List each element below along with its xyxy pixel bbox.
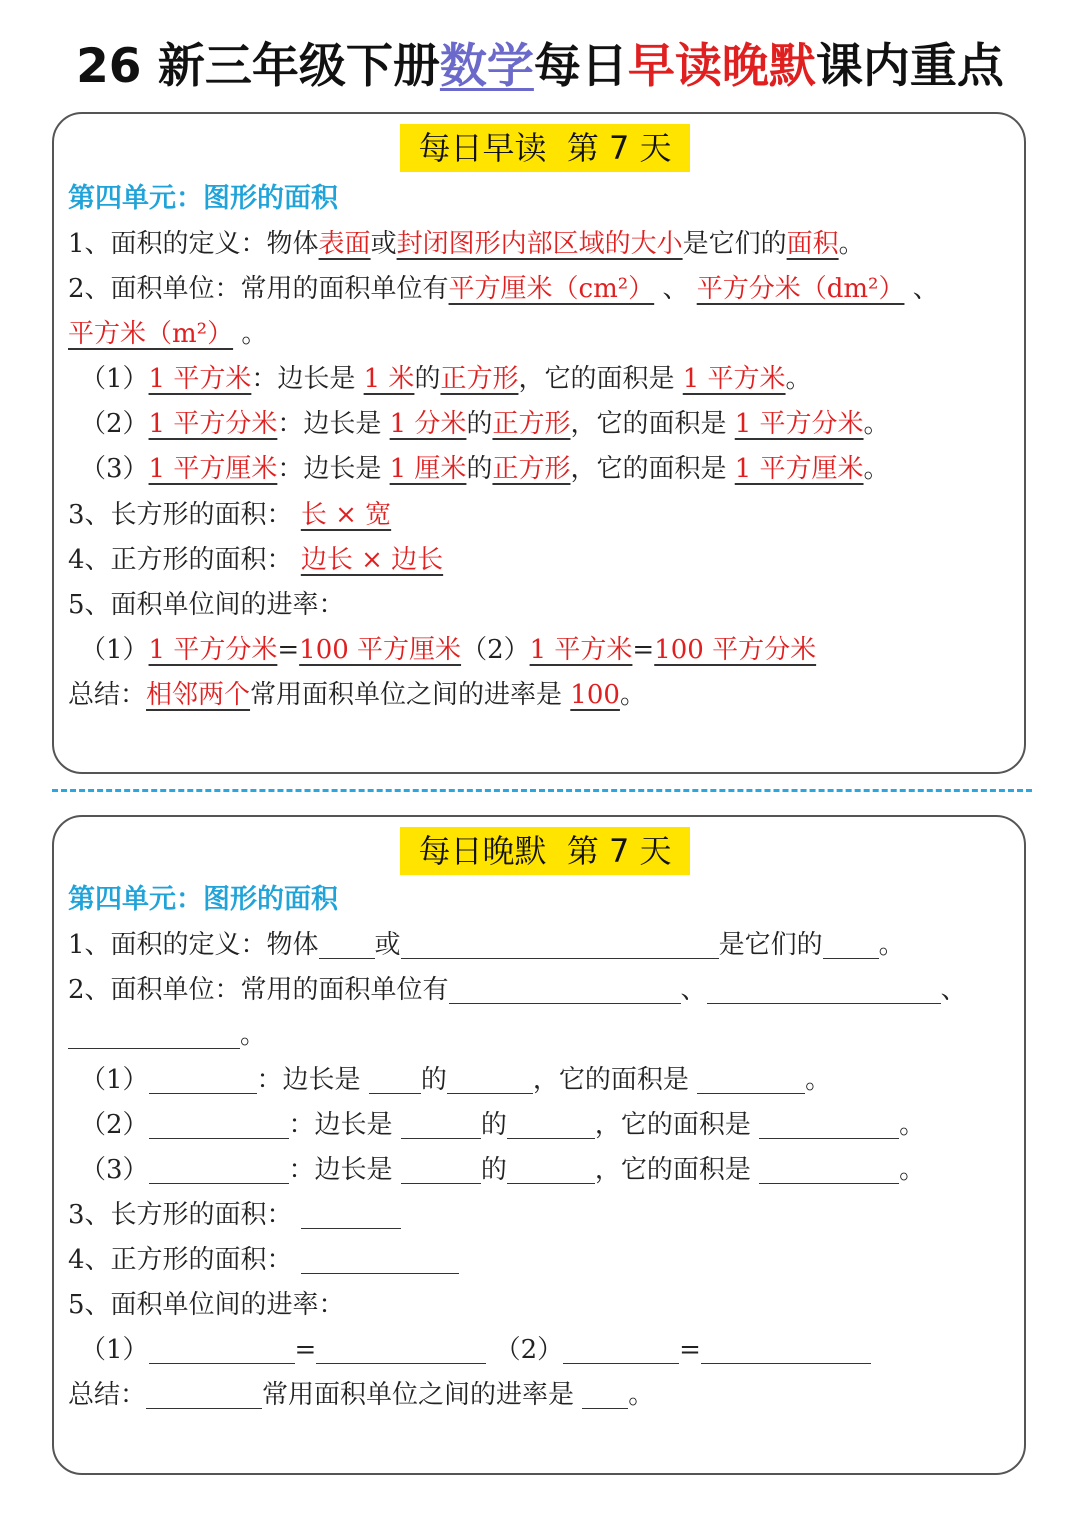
answer-blank[interactable] bbox=[68, 1018, 240, 1049]
answer-blank[interactable] bbox=[507, 1108, 595, 1139]
summary-line: 总结：相邻两个常用面积单位之间的进率是 100。 bbox=[68, 680, 646, 710]
answer-blank[interactable] bbox=[401, 928, 719, 959]
title-subject: 数学 bbox=[439, 39, 534, 94]
answer-blank[interactable] bbox=[149, 1063, 257, 1094]
answer-blank[interactable] bbox=[301, 1198, 401, 1229]
units-line-cont: 。 bbox=[68, 1015, 266, 1055]
answer-blank[interactable] bbox=[149, 1108, 289, 1139]
conversion-heading: 5、面积单位间的进率： bbox=[68, 1290, 345, 1320]
answer-blank[interactable] bbox=[301, 1243, 459, 1274]
conversion-line: （1） = （2） = bbox=[68, 1330, 871, 1370]
answer-blank[interactable] bbox=[447, 1063, 533, 1094]
square-centimeter-line: （3）1 平方厘米：边长是 1 厘米的正方形，它的面积是 1 平方厘米。 bbox=[80, 454, 890, 484]
definition-line: 1、面积的定义：物体 或 是它们的 。 bbox=[68, 930, 905, 960]
answer-blank[interactable] bbox=[563, 1333, 679, 1364]
title-read-recite: 早读晚默 bbox=[627, 39, 816, 94]
square-centimeter-line: （3） ：边长是 的 ，它的面积是 。 bbox=[80, 1155, 926, 1185]
evening-badge: 每日晚默 第 7 天 bbox=[400, 827, 690, 875]
evening-recitation-card bbox=[52, 815, 1026, 1475]
title-key-points: 课内重点 bbox=[815, 39, 1004, 94]
answer-blank[interactable] bbox=[823, 928, 879, 959]
answer-blank[interactable] bbox=[449, 973, 681, 1004]
answer-blank[interactable] bbox=[759, 1108, 899, 1139]
answer-blank[interactable] bbox=[507, 1153, 595, 1184]
morning-badge: 每日早读 第 7 天 bbox=[400, 124, 690, 172]
square-decimeter-line: （2） ：边长是 的 ，它的面积是 。 bbox=[80, 1110, 926, 1140]
answer-blank[interactable] bbox=[582, 1378, 628, 1409]
unit-title: 第四单元：图形的面积 bbox=[68, 183, 338, 214]
units-line: 2、面积单位：常用的面积单位有平方厘米（cm²） 、 平方分米（dm²） 、 bbox=[68, 274, 939, 304]
unit-title: 第四单元：图形的面积 bbox=[68, 884, 338, 915]
answer-blank[interactable] bbox=[401, 1108, 481, 1139]
square-area-line: 4、正方形的面积： 边长 × 边长 bbox=[68, 545, 444, 575]
morning-reading-card bbox=[52, 112, 1026, 774]
answer-blank[interactable] bbox=[319, 928, 375, 959]
conversion-heading: 5、面积单位间的进率： bbox=[68, 590, 345, 620]
page-title bbox=[0, 22, 1080, 112]
answer-blank[interactable] bbox=[369, 1063, 421, 1094]
dashed-divider bbox=[52, 789, 1032, 792]
answer-blank[interactable] bbox=[146, 1378, 262, 1409]
conversion-line: （1）1 平方分米=100 平方厘米（2）1 平方米=100 平方分米 bbox=[80, 635, 817, 665]
answer-blank[interactable] bbox=[316, 1333, 486, 1364]
units-line-cont: 平方米（m²） 。 bbox=[68, 319, 268, 349]
square-decimeter-line: （2）1 平方分米：边长是 1 分米的正方形，它的面积是 1 平方分米。 bbox=[80, 409, 890, 439]
answer-blank[interactable] bbox=[697, 1063, 805, 1094]
answer-blank[interactable] bbox=[149, 1333, 295, 1364]
square-area-line: 4、正方形的面积： bbox=[68, 1240, 459, 1280]
rectangle-area-line: 3、长方形的面积： 长 × 宽 bbox=[68, 500, 392, 530]
answer-blank[interactable] bbox=[401, 1153, 481, 1184]
square-meter-line: （1）1 平方米：边长是 1 米的正方形，它的面积是 1 平方米。 bbox=[80, 364, 812, 394]
title-grade: 26 新三年级下册 bbox=[76, 39, 440, 94]
answer-blank[interactable] bbox=[759, 1153, 899, 1184]
rectangle-area-line: 3、长方形的面积： bbox=[68, 1195, 401, 1235]
definition-line: 1、面积的定义：物体表面或封闭图形内部区域的大小是它们的面积。 bbox=[68, 229, 865, 259]
square-meter-line: （1） ：边长是 的 ，它的面积是 。 bbox=[80, 1065, 832, 1095]
units-line: 2、面积单位：常用的面积单位有 、 、 bbox=[68, 975, 967, 1005]
summary-line: 总结： 常用面积单位之间的进率是 。 bbox=[68, 1380, 655, 1410]
answer-blank[interactable] bbox=[701, 1333, 871, 1364]
title-daily: 每日 bbox=[533, 39, 628, 94]
answer-blank[interactable] bbox=[149, 1153, 289, 1184]
answer-blank[interactable] bbox=[707, 973, 941, 1004]
